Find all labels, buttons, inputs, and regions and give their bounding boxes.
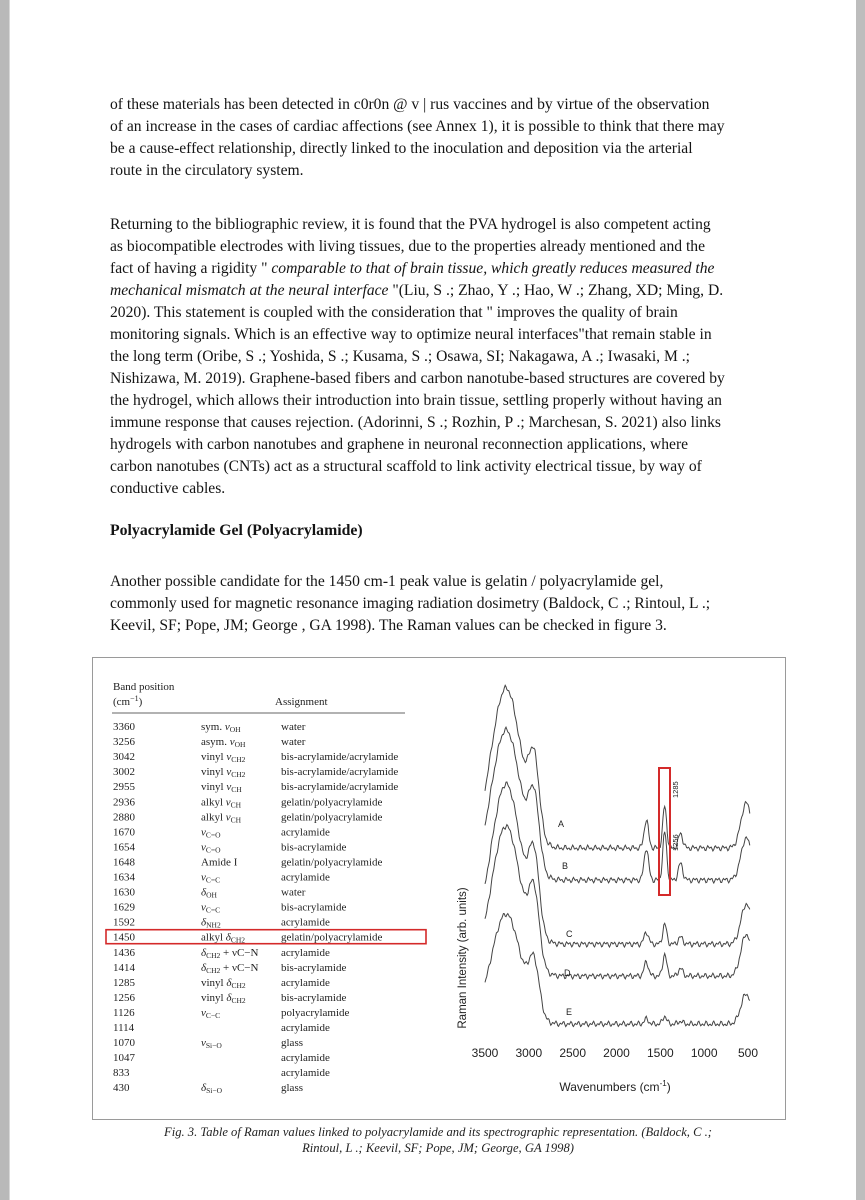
- table-assignment-cell: acrylamide: [281, 916, 330, 929]
- caption-line: Rintoul, L .; Keevil, SF; Pope, JM; George, GA 1998): [302, 1141, 574, 1155]
- mode-symbol: δ: [226, 976, 232, 989]
- spectrum-ylabel: Raman Intensity (arb. units): [457, 887, 469, 1029]
- table-assignment-cell: water: [281, 736, 306, 749]
- mode-subscript: OH: [229, 725, 241, 734]
- para2-line: as biocompatible electrodes with living tissues, due to the properties already mentioned and the: [110, 238, 705, 255]
- table-mode-cell: [201, 1037, 222, 1050]
- table-assignment-cell: gelatin/polyacrylamide: [281, 856, 383, 869]
- mode-subscript: C=C: [205, 905, 221, 915]
- para2-line: Returning to the bibliographic review, it is found that the PVA hydrogel is also competent acting: [110, 216, 711, 233]
- mode-symbol: ν: [225, 796, 231, 809]
- para2-line: the long term (Oribe, S .; Yoshida, S .; Kusama, S .; Osawa, SI; Nakagawa, A .; Iwasaki, M .;: [110, 348, 690, 365]
- table-mode-cell: [201, 811, 242, 824]
- unit-close: ): [138, 696, 143, 708]
- table-band-cell: 1114: [113, 1022, 135, 1034]
- table-band-cell: 430: [113, 1082, 130, 1095]
- table-mode-cell: [201, 721, 241, 734]
- mode-subscript: CH2: [206, 965, 221, 975]
- table-mode-cell: [201, 977, 246, 990]
- table-assignment-cell: glass: [281, 1082, 303, 1095]
- unit-open: (cm: [113, 696, 131, 708]
- spectrum-xlabel: [559, 1079, 670, 1094]
- table-header-band: Band position: [113, 681, 175, 693]
- mode-symbol: δ: [201, 946, 207, 959]
- table-mode-cell: [201, 751, 246, 764]
- table-band-cell: 1670: [113, 826, 135, 839]
- table-band-cell: 1634: [113, 871, 135, 884]
- curve-label: C: [566, 929, 573, 939]
- xtick-label: 1000: [690, 1046, 718, 1060]
- table-assignment-cell: water: [281, 886, 306, 899]
- mode-symbol: δ: [225, 931, 231, 944]
- para2-line: 2020). This statement is coupled with the consideration that " improves the quality of brain: [110, 304, 678, 321]
- table-band-cell: 3256: [113, 736, 135, 749]
- para3-line: commonly used for magnetic resonance imaging radiation dosimetry (Baldock, C .; Rintoul, L .;: [110, 595, 711, 612]
- table-assignment-cell: acrylamide: [281, 1052, 330, 1065]
- mode-symbol: ν: [229, 736, 235, 749]
- mode-subscript: CH2: [231, 980, 246, 990]
- mode-prefix: alkyl: [201, 931, 226, 944]
- para2-line: monitoring signals. Which is an effective way to optimize neural interfaces"that remain stable in: [110, 326, 712, 343]
- xlabel-exp: -1: [659, 1079, 667, 1088]
- table-mode-cell: [201, 932, 245, 945]
- table-assignment-cell: acrylamide: [281, 946, 330, 959]
- table-assignment-cell: acrylamide: [281, 871, 330, 884]
- table-mode-cell: [201, 781, 242, 794]
- mode-prefix: alkyl: [201, 811, 226, 824]
- table-mode-cell: [201, 902, 220, 915]
- para3-line: Another possible candidate for the 1450 cm-1 peak value is gelatin / polyacrylamide gel,: [110, 573, 664, 590]
- spectrum-curves: [485, 685, 750, 1026]
- mode-subscript: CH: [230, 800, 242, 810]
- mode-suffix: + νC−N: [220, 946, 259, 959]
- table-mode-cell: [201, 917, 221, 930]
- spectrum-xticks: [472, 1046, 759, 1060]
- mode-symbol: ν: [226, 781, 232, 794]
- para2-quote: mechanical mismatch at the neural interface: [110, 282, 389, 299]
- table-band-cell: 1450: [113, 931, 135, 944]
- mode-symbol: δ: [201, 916, 207, 929]
- table-assignment-cell: acrylamide: [281, 826, 330, 839]
- para2-line: carbon nanotubes (CNTs) act as a structural scaffold to link activity electrical tissue, by way of: [110, 458, 702, 475]
- table-band-cell: 1414: [113, 961, 135, 974]
- para2-line: conductive cables.: [110, 480, 226, 497]
- para2-line: hydrogels with carbon nanotubes and graphene in neuronal reconnection applications, where: [110, 436, 689, 453]
- para2-line: "(Liu, S .; Zhao, Y .; Hao, W .; Zhang, XD; Ming, D.: [388, 282, 724, 299]
- table-band-cell: 2880: [113, 811, 135, 824]
- table-mode-cell: [201, 872, 220, 885]
- table-mode-cell: [201, 826, 221, 839]
- table-assignment-cell: bis-acrylamide/acrylamide: [281, 781, 399, 794]
- mode-symbol: ν: [226, 766, 232, 779]
- table-assignment-cell: bis-acrylamide: [281, 841, 347, 854]
- spectrum-curve-b: [485, 727, 750, 883]
- paragraph-pva-review: [110, 214, 800, 500]
- mode-subscript: CH: [231, 785, 242, 795]
- xtick-label: 2000: [603, 1046, 630, 1060]
- page-edge: [9, 0, 10, 1200]
- mode-prefix: sym.: [201, 721, 225, 733]
- table-assignment-cell: bis-acrylamide: [281, 991, 347, 1004]
- mode-symbol: δ: [201, 1082, 207, 1095]
- mode-subscript: CH: [230, 815, 242, 825]
- table-band-cell: 1126: [113, 1006, 135, 1019]
- table-assignment-cell: polyacrylamide: [281, 1006, 350, 1019]
- mode-symbol: ν: [201, 901, 206, 914]
- table-assignment-cell: acrylamide: [281, 976, 330, 989]
- right-page-margin: [856, 0, 865, 1200]
- mode-symbol: ν: [225, 811, 231, 824]
- table-band-cell: 1592: [113, 916, 135, 929]
- table-band-cell: 1285: [113, 976, 135, 989]
- mode-prefix: alkyl: [201, 796, 226, 809]
- xlabel-close: ): [666, 1080, 671, 1094]
- table-assignment-cell: gelatin/polyacrylamide: [281, 811, 383, 824]
- para2-line: the hydrogel, which allows their introduction into brain tissue, settling properly without having an: [110, 392, 722, 409]
- table-assignment-cell: water: [281, 721, 306, 733]
- para2-line: immune response that causes rejection. (Adorinni, S .; Rozhin, P .; Marchesan, S. 2021) also links: [110, 414, 721, 431]
- table-mode-cell: [201, 856, 238, 868]
- paragraph-intro: [110, 94, 800, 182]
- table-assignment-cell: gelatin/polyacrylamide: [281, 796, 383, 809]
- table-header-unit: [113, 694, 143, 708]
- table-band-cell: 1654: [113, 841, 135, 854]
- table-mode-cell: [201, 766, 246, 779]
- xlabel-text: Wavenumbers (cm: [559, 1080, 660, 1094]
- table-mode-cell: [201, 841, 221, 854]
- unit-exp: −1: [130, 694, 139, 703]
- para2-line: Nishizawa, M. 2019). Graphene-based fibers and carbon nanotube-based structures are covered by: [110, 370, 725, 387]
- table-mode-cell: [201, 796, 242, 809]
- table-band-cell: 2955: [113, 781, 135, 794]
- spectrum-curve-c: [485, 782, 750, 947]
- para2-line: fact of having a rigidity ": [110, 260, 272, 277]
- mode-subscript: OH: [234, 740, 246, 750]
- left-page-margin: [0, 0, 9, 1200]
- curve-label: B: [562, 861, 569, 871]
- table-assignment-cell: gelatin/polyacrylamide: [281, 931, 383, 944]
- mode-subscript: CH2: [206, 950, 221, 960]
- table-band-cell: 1630: [113, 886, 135, 899]
- mode-prefix: vinyl: [201, 751, 227, 764]
- spectrum-curve-a: [485, 685, 750, 851]
- mode-prefix: vinyl: [201, 991, 227, 1004]
- table-header-assignment: Assignment: [275, 696, 328, 708]
- mode-subscript: C=O: [205, 830, 221, 840]
- spectrum-curve-e: [485, 914, 750, 1027]
- para1-line: of these materials has been detected in c0r0n @ v | rus vaccines and by virtue of the observation: [110, 96, 710, 113]
- xtick-label: 1500: [646, 1046, 674, 1060]
- para3-line: Keevil, SF; Pope, JM; George , GA 1998). The Raman values can be checked in figure 3.: [110, 617, 667, 634]
- table-mode-cell: [201, 947, 259, 960]
- table-mode-cell: [201, 1082, 223, 1095]
- table-mode-cell: [201, 736, 246, 749]
- section-heading: Polyacrylamide Gel (Polyacrylamide): [110, 522, 363, 539]
- mode-symbol: δ: [201, 886, 207, 899]
- table-assignment-cell: glass: [281, 1037, 303, 1050]
- para2-quote: comparable to that of brain tissue, which greatly reduces measured the: [271, 260, 715, 277]
- table-assignment-cell: bis-acrylamide/acrylamide: [281, 751, 399, 764]
- mode-symbol: ν: [224, 721, 230, 733]
- mode-subscript: CH2: [231, 755, 246, 765]
- mode-symbol: ν: [201, 871, 206, 884]
- mode-subscript: NH2: [206, 920, 221, 930]
- para1-line: route in the circulatory system.: [110, 162, 304, 179]
- table-mode-cell: [201, 962, 259, 975]
- table-band-cell: 1436: [113, 946, 135, 959]
- mode-subscript: Si−O: [205, 1041, 222, 1051]
- paragraph-polyacrylamide: [110, 571, 800, 637]
- table-band-cell: 3042: [113, 751, 135, 764]
- mode-prefix: vinyl: [201, 781, 227, 794]
- mode-subscript: OH: [206, 890, 217, 900]
- xtick-label: 2500: [559, 1046, 587, 1060]
- table-band-cell: 1047: [113, 1052, 135, 1065]
- mode-prefix: Amide I: [201, 856, 238, 869]
- mode-symbol: ν: [201, 841, 206, 854]
- para1-line: be a cause-effect relationship, directly linked to the inoculation and deposition via the arterial: [110, 140, 693, 157]
- figure-3-graphic: [93, 658, 785, 1119]
- table-assignment-cell: bis-acrylamide: [281, 901, 347, 914]
- caption-line: Fig. 3. Table of Raman values linked to polyacrylamide and its spectrographic representation. (Baldock, C .;: [164, 1125, 712, 1139]
- table-rows: [113, 721, 398, 1095]
- table-band-cell: 2936: [113, 796, 135, 809]
- figure-caption: [92, 1124, 784, 1156]
- mode-prefix: vinyl: [201, 976, 227, 989]
- xtick-label: 500: [737, 1046, 759, 1060]
- table-mode-cell: [201, 992, 246, 1005]
- mode-prefix: vinyl: [201, 766, 227, 779]
- figure-3: [92, 657, 786, 1120]
- table-band-cell: 1629: [113, 901, 135, 914]
- table-mode-cell: [201, 1007, 220, 1020]
- table-assignment-cell: bis-acrylamide: [281, 961, 347, 974]
- table-assignment-cell: acrylamide: [281, 1022, 330, 1034]
- mode-symbol: ν: [201, 826, 206, 839]
- mode-suffix: + νC−N: [220, 961, 259, 974]
- table-band-cell: 833: [113, 1067, 130, 1080]
- table-band-cell: 1070: [113, 1037, 135, 1050]
- table-band-cell: 3002: [113, 766, 135, 779]
- marker-1285: 1285: [671, 781, 680, 798]
- mode-subscript: C−C: [205, 1010, 221, 1020]
- table-band-cell: 1648: [113, 856, 135, 869]
- curve-label: A: [558, 819, 565, 829]
- mode-subscript: Si−O: [206, 1086, 223, 1096]
- mode-subscript: C=C: [205, 875, 221, 885]
- marker-1256: 1256: [671, 834, 680, 851]
- table-assignment-cell: acrylamide: [281, 1067, 330, 1080]
- curve-label: D: [564, 968, 571, 978]
- xtick-label: 3000: [515, 1046, 543, 1060]
- mode-symbol: δ: [201, 961, 207, 974]
- mode-prefix: asym.: [201, 736, 230, 749]
- mode-subscript: C=O: [205, 845, 221, 855]
- mode-symbol: δ: [226, 991, 232, 1004]
- table-band-cell: 3360: [113, 721, 135, 733]
- mode-symbol: ν: [201, 1006, 206, 1019]
- xtick-label: 3500: [471, 1046, 499, 1060]
- table-assignment-cell: bis-acrylamide/acrylamide: [281, 766, 399, 779]
- mode-subscript: CH2: [231, 770, 246, 780]
- mode-subscript: CH2: [230, 935, 246, 945]
- mode-symbol: ν: [201, 1037, 206, 1050]
- para1-line: of an increase in the cases of cardiac affections (see Annex 1), it is possible to think that there may: [110, 118, 725, 135]
- curve-label: E: [566, 1007, 573, 1017]
- mode-subscript: CH2: [231, 995, 246, 1005]
- table-mode-cell: [201, 887, 218, 900]
- table-band-cell: 1256: [113, 991, 135, 1004]
- mode-symbol: ν: [226, 751, 232, 764]
